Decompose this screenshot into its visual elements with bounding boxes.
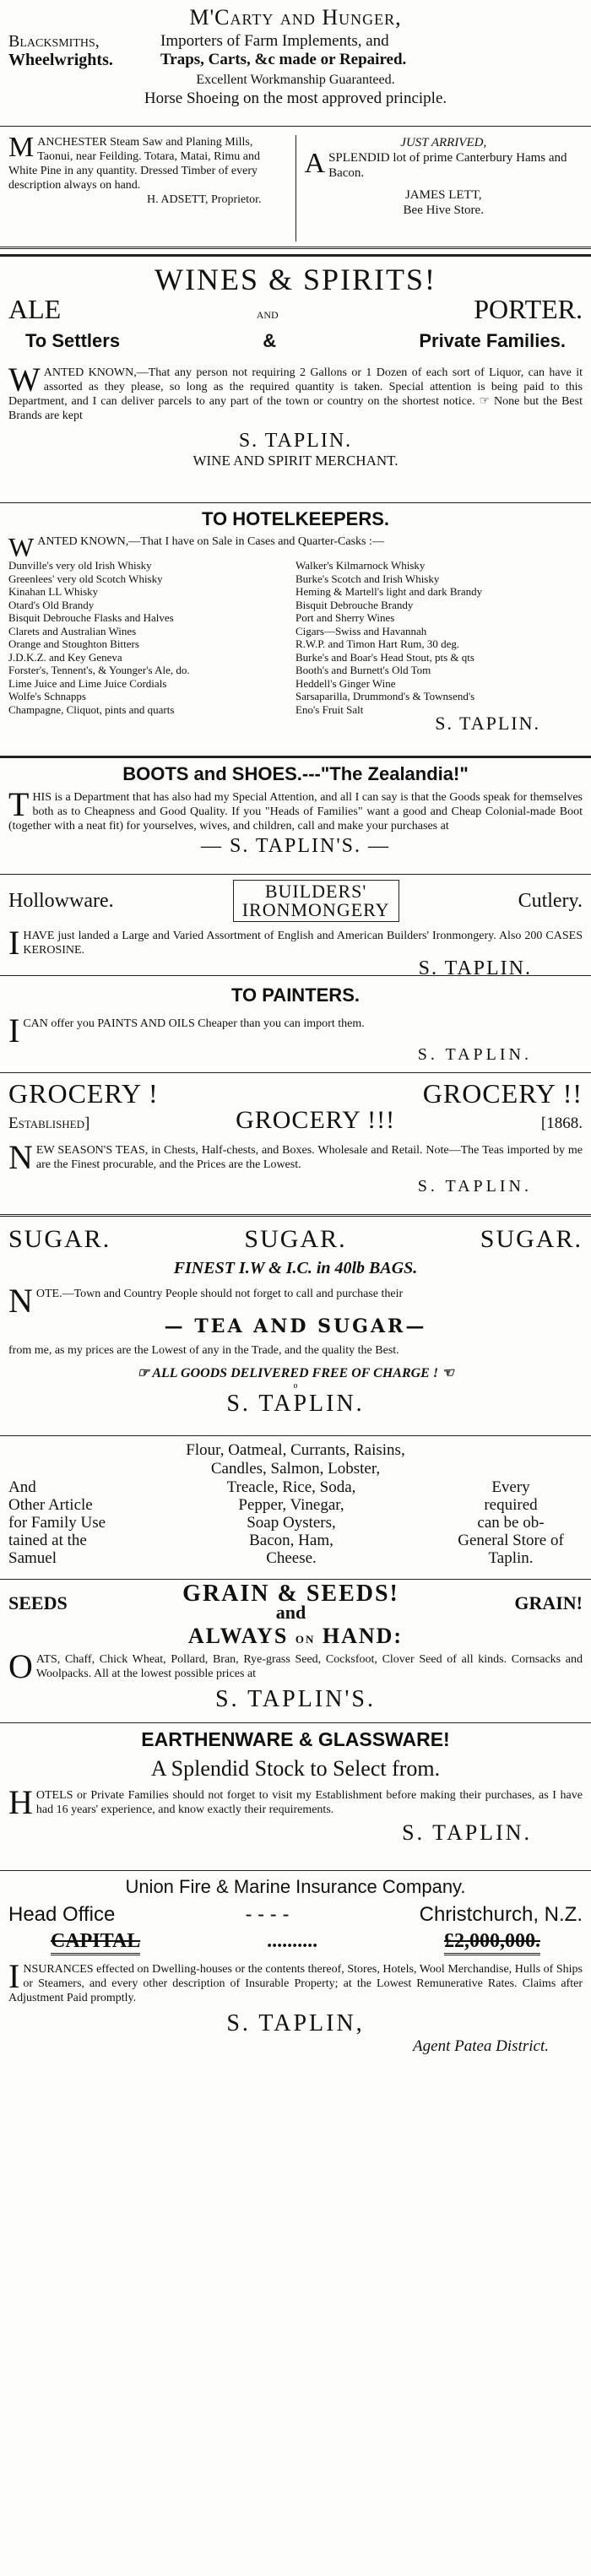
flour-mid-line: Bacon, Ham, xyxy=(249,1532,333,1549)
list-item: Port and Sherry Wines xyxy=(296,611,395,624)
boots-title: BOOTS and SHOES.---"The Zealandia!" xyxy=(122,763,469,784)
wines-title: WINES & SPIRITS! xyxy=(154,263,436,296)
flour-left xyxy=(8,1478,144,1567)
list-item: Dunville's very old Irish Whisky xyxy=(8,559,152,572)
hotel-ad xyxy=(0,503,591,757)
wines-settlers: To Settlers xyxy=(25,330,121,351)
union-head-office: Head Office xyxy=(8,1903,116,1926)
hand-left-icon: ☞ xyxy=(137,1366,149,1380)
iron-ironmongery: IRONMONGERY xyxy=(241,899,390,920)
union-capital: CAPITAL xyxy=(51,1930,140,1955)
wines-ad xyxy=(0,254,591,503)
list-item: Walker's Kilmarnock Whisky xyxy=(296,559,426,572)
list-item: Wolfe's Schnapps xyxy=(8,690,86,702)
flour-mid-line: Soap Oysters, xyxy=(247,1514,336,1532)
list-item: Kinahan LL Whisky xyxy=(8,585,99,598)
grain-dropcap: O xyxy=(8,1647,33,1685)
sugar-3: SUGAR. xyxy=(480,1225,583,1253)
earthen-sub: A Splendid Stock to Select from. xyxy=(150,1756,441,1781)
mccarty-blacksmiths: Blacksmiths, xyxy=(8,32,100,51)
hotel-dropcap: W xyxy=(8,532,35,562)
iron-hollowware: Hollowware. xyxy=(8,889,114,912)
flour-right-line: required xyxy=(484,1496,538,1514)
wines-porter: PORTER. xyxy=(474,294,583,324)
union-title: Union Fire & Marine Insurance Company. xyxy=(125,1876,466,1897)
grain-seeds: SEEDS xyxy=(8,1592,68,1613)
union-dashes: - - - - xyxy=(245,1903,290,1926)
iron-text: HAVE just landed a Large and Varied Assortment of English and American Builders' Ironmongery. Also 200 CASES KEROSINE. xyxy=(23,930,583,957)
flour-line1: Flour, Oatmeal, Currants, Raisins, xyxy=(186,1441,405,1459)
hotel-list-right xyxy=(296,559,583,716)
hotel-signature: S. TAPLIN. xyxy=(435,713,540,734)
sugar-finest: FINEST I.W & I.C. in 40lb BAGS. xyxy=(173,1259,418,1277)
sugar-delivered: ALL GOODS DELIVERED FREE OF CHARGE ! xyxy=(152,1366,439,1380)
union-city: Christchurch, N.Z. xyxy=(419,1903,583,1926)
wines-families: Private Families. xyxy=(419,330,566,351)
boots-signature: — S. TAPLIN'S. — xyxy=(201,835,390,857)
flour-line2: Candles, Salmon, Lobster, xyxy=(210,1460,381,1478)
grain-and: and xyxy=(275,1602,306,1623)
boots-ad xyxy=(0,757,591,875)
lett-ad xyxy=(296,135,583,241)
sugar-1: SUGAR. xyxy=(8,1225,111,1253)
grocery-established: Established] xyxy=(8,1114,90,1132)
sugar-dropcap: N xyxy=(8,1282,33,1320)
painters-title: TO PAINTERS. xyxy=(231,984,360,1006)
flour-right-line: Taplin. xyxy=(488,1549,534,1567)
mccarty-ad xyxy=(0,0,591,127)
wines-signature: S. TAPLIN. xyxy=(238,430,353,452)
mccarty-title: M'Carty and Hunger, xyxy=(189,5,402,30)
boots-dropcap: T xyxy=(8,785,30,823)
list-item: Otard's Old Brandy xyxy=(8,598,95,611)
grocery-text: EW SEASON'S TEAS, in Chests, Half-chests, and Boxes. Wholesale and Retail. Note—The Teas imported by me are the Finest procurable, and the Prices are the Lowest. xyxy=(35,1144,583,1171)
list-item: Heming & Martell's light and dark Brandy xyxy=(296,585,483,598)
grocery-signature: S. TAPLIN. xyxy=(417,1177,532,1196)
mccarty-horse-shoeing: Horse Shoeing on the most approved principle. xyxy=(144,89,447,107)
painters-dropcap: I xyxy=(8,1011,20,1049)
hand-right-icon: ☜ xyxy=(442,1366,454,1380)
grain-ad xyxy=(0,1580,591,1723)
list-item: Burke's and Boar's Head Stout, pts & qts xyxy=(296,650,474,664)
lett-text: SPLENDID lot of prime Canterbury Hams and Bacon. xyxy=(328,151,567,180)
wines-ampersand: & xyxy=(263,330,277,351)
sugar-2: SUGAR. xyxy=(244,1225,347,1253)
flour-mid-line: Cheese. xyxy=(266,1549,317,1567)
hotel-list xyxy=(8,559,583,716)
union-amount: £2,000,000. xyxy=(444,1930,540,1955)
flour-left-line: Other Article xyxy=(8,1496,93,1514)
wines-and: AND xyxy=(256,309,279,321)
iron-dropcap: I xyxy=(8,924,20,962)
flour-left-line: Samuel xyxy=(8,1549,57,1567)
grocery-1: GROCERY ! xyxy=(8,1078,159,1109)
mccarty-wheelwrights: Wheelwrights. xyxy=(8,51,113,69)
union-dots: .......... xyxy=(267,1930,318,1952)
grain-hand: HAND: xyxy=(322,1624,404,1648)
sugar-text: OTE.—Town and Country People should not forget to call and purchase their xyxy=(35,1288,404,1300)
union-ad xyxy=(0,1871,591,2082)
grocery-2: GROCERY !! xyxy=(422,1078,583,1109)
list-item: Burke's Scotch and Irish Whisky xyxy=(296,572,440,585)
list-item: Bisquit Debrouche Brandy xyxy=(296,598,414,611)
flour-right-line: General Store of xyxy=(458,1532,564,1549)
earthen-signature: S. TAPLIN. xyxy=(402,1820,532,1845)
iron-signature: S. TAPLIN. xyxy=(418,957,532,979)
hotel-title: TO HOTELKEEPERS. xyxy=(201,508,390,529)
list-item: J.D.K.Z. and Key Geneva xyxy=(8,650,122,664)
lett-dropcap: A xyxy=(304,148,326,179)
lett-heading: JUST ARRIVED, xyxy=(400,136,487,149)
painters-ad xyxy=(0,976,591,1073)
lett-store: Bee Hive Store. xyxy=(403,203,484,217)
grocery-year: [1868. xyxy=(540,1114,583,1132)
iron-cutlery: Cutlery. xyxy=(518,889,583,912)
wines-dropcap: W xyxy=(8,361,41,399)
boots-text: HIS is a Department that has also had my Special Attention, and all I can say is that the Goods speak for themselves both as to Cheapness and Good Quality. If you "Heads of Families" want a good and Cheap Colonial-made Boot (together with a neat fit) for yourselves, wives, and children, call and make your purchases at xyxy=(8,791,583,832)
union-signature: S. TAPLIN, xyxy=(226,2010,365,2036)
list-item: Heddell's Ginger Wine xyxy=(296,676,396,690)
grocery-3: GROCERY !!! xyxy=(236,1106,396,1134)
earthen-text: OTELS or Private Families should not forget to visit my Establishment before making their purchases, as I have had 16 years' experience, and know exactly their requirements. xyxy=(35,1789,583,1816)
list-item: Booth's and Burnett's Old Tom xyxy=(296,664,431,676)
manchester-text: ANCHESTER Steam Saw and Planing Mills, Taonui, near Feilding. Totara, Matai, Rimu and White Pine in any quantity. Dressed Timber of every description always on hand. xyxy=(8,136,260,192)
wines-text: ANTED KNOWN,—That any person not requiring 2 Gallons or 1 Dozen of each sort of Liquor, can have it assorted as they please, so long as the required quantity is taken. Special attention is being paid to this Department, and I can deliver parcels to any part of the town or country on the shortest notice. ☞ None but the Best Brands are kept xyxy=(8,366,583,422)
flour-mid-line: Pepper, Vinegar, xyxy=(238,1496,344,1514)
sugar-from: from me, as my prices are the Lowest of any in the Trade, and the quality the Best. xyxy=(8,1344,399,1357)
manchester-signature: H. ADSETT, Proprietor. xyxy=(147,193,262,206)
sugar-ornament: o xyxy=(293,1381,298,1391)
list-item: Cigars—Swiss and Havannah xyxy=(296,624,427,637)
list-item: Champagne, Cliquot, pints and quarts xyxy=(8,702,175,716)
list-item: R.W.P. and Timon Hart Rum, 30 deg. xyxy=(296,637,460,650)
list-item: Clarets and Australian Wines xyxy=(8,624,137,637)
lett-signature: JAMES LETT, xyxy=(404,188,482,202)
flour-mid-line: Treacle, Rice, Soda, xyxy=(226,1478,356,1496)
earthen-dropcap: H xyxy=(8,1783,33,1821)
manchester-lett-row xyxy=(0,127,591,249)
mccarty-workmanship: Excellent Workmanship Guaranteed. xyxy=(196,73,395,87)
grain-title: GRAIN & SEEDS! xyxy=(182,1581,399,1607)
earthenware-ad xyxy=(0,1723,591,1871)
list-item: Lime Juice and Lime Juice Cordials xyxy=(8,676,167,690)
list-item: Greenlees' very old Scotch Whisky xyxy=(8,572,163,585)
flour-right-line: Every xyxy=(491,1478,530,1496)
union-agent: Agent Patea District. xyxy=(413,2037,549,2055)
earthen-title: EARTHENWARE & GLASSWARE! xyxy=(141,1728,450,1750)
grain-always: ALWAYS xyxy=(187,1624,289,1648)
flour-right-line: can be ob- xyxy=(477,1514,545,1532)
hotel-list-left xyxy=(8,559,296,716)
grain-text: ATS, Chaff, Chick Wheat, Pollard, Bran, Rye-grass Seed, Cocksfoot, Clover Seed of all kinds. Cornsacks and Woolpacks. All at the lowest possible prices at xyxy=(35,1653,583,1680)
grain-on: ON xyxy=(295,1633,316,1646)
list-item: Eno's Fruit Salt xyxy=(296,702,364,716)
iron-builders: BUILDERS' xyxy=(264,881,367,902)
list-item: Sarsaparilla, Drummond's & Townsend's xyxy=(296,690,475,702)
list-item: Forster's, Tennent's, & Younger's Ale, do. xyxy=(8,664,190,676)
grocery-dropcap: N xyxy=(8,1138,33,1176)
flour-ad xyxy=(0,1436,591,1580)
wines-ale: ALE xyxy=(8,294,62,324)
flour-mid xyxy=(144,1478,439,1567)
union-dropcap: I xyxy=(8,1957,20,1995)
flour-left-line: for Family Use xyxy=(8,1514,106,1532)
grain-signature: S. TAPLIN'S. xyxy=(215,1686,376,1712)
manchester-ad xyxy=(8,132,296,241)
mccarty-traps: Traps, Carts, &c made or Repaired. xyxy=(160,51,407,68)
grain-grain: GRAIN! xyxy=(514,1592,583,1613)
list-item: Bisquit Debrouche Flasks and Halves xyxy=(8,611,174,624)
hotel-intro: ANTED KNOWN,—That I have on Sale in Cases and Quarter-Casks :— xyxy=(37,535,384,548)
sugar-ad xyxy=(0,1217,591,1436)
ironmongery-ad xyxy=(0,875,591,979)
wines-merchant: WINE AND SPIRIT MERCHANT. xyxy=(192,453,399,469)
painters-signature: S. TAPLIN. xyxy=(417,1045,532,1064)
mccarty-importers: Importers of Farm Implements, and xyxy=(160,32,389,50)
painters-text: CAN offer you PAINTS AND OILS Cheaper than you can import them. xyxy=(23,1017,365,1030)
flour-left-line: tained at the xyxy=(8,1532,87,1549)
flour-right xyxy=(439,1478,583,1567)
grocery-ad xyxy=(0,1073,591,1217)
iron-builders-box xyxy=(233,880,399,922)
sugar-signature: S. TAPLIN. xyxy=(226,1391,365,1417)
list-item: Orange and Stoughton Bitters xyxy=(8,637,139,650)
sugar-tea-and-sugar: — TEA AND SUGAR— xyxy=(164,1315,427,1337)
union-text: NSURANCES effected on Dwelling-houses or the contents thereof, Stores, Hotels, Wool Merchandise, Hulls of Ships or Steamers, and every other description of Insurable Property; at the Lowest Remunerative Rates. Claims after Adjustment Paid promptly. xyxy=(8,1963,583,2004)
flour-left-line: And xyxy=(8,1478,36,1496)
manchester-dropcap: M xyxy=(8,132,35,163)
